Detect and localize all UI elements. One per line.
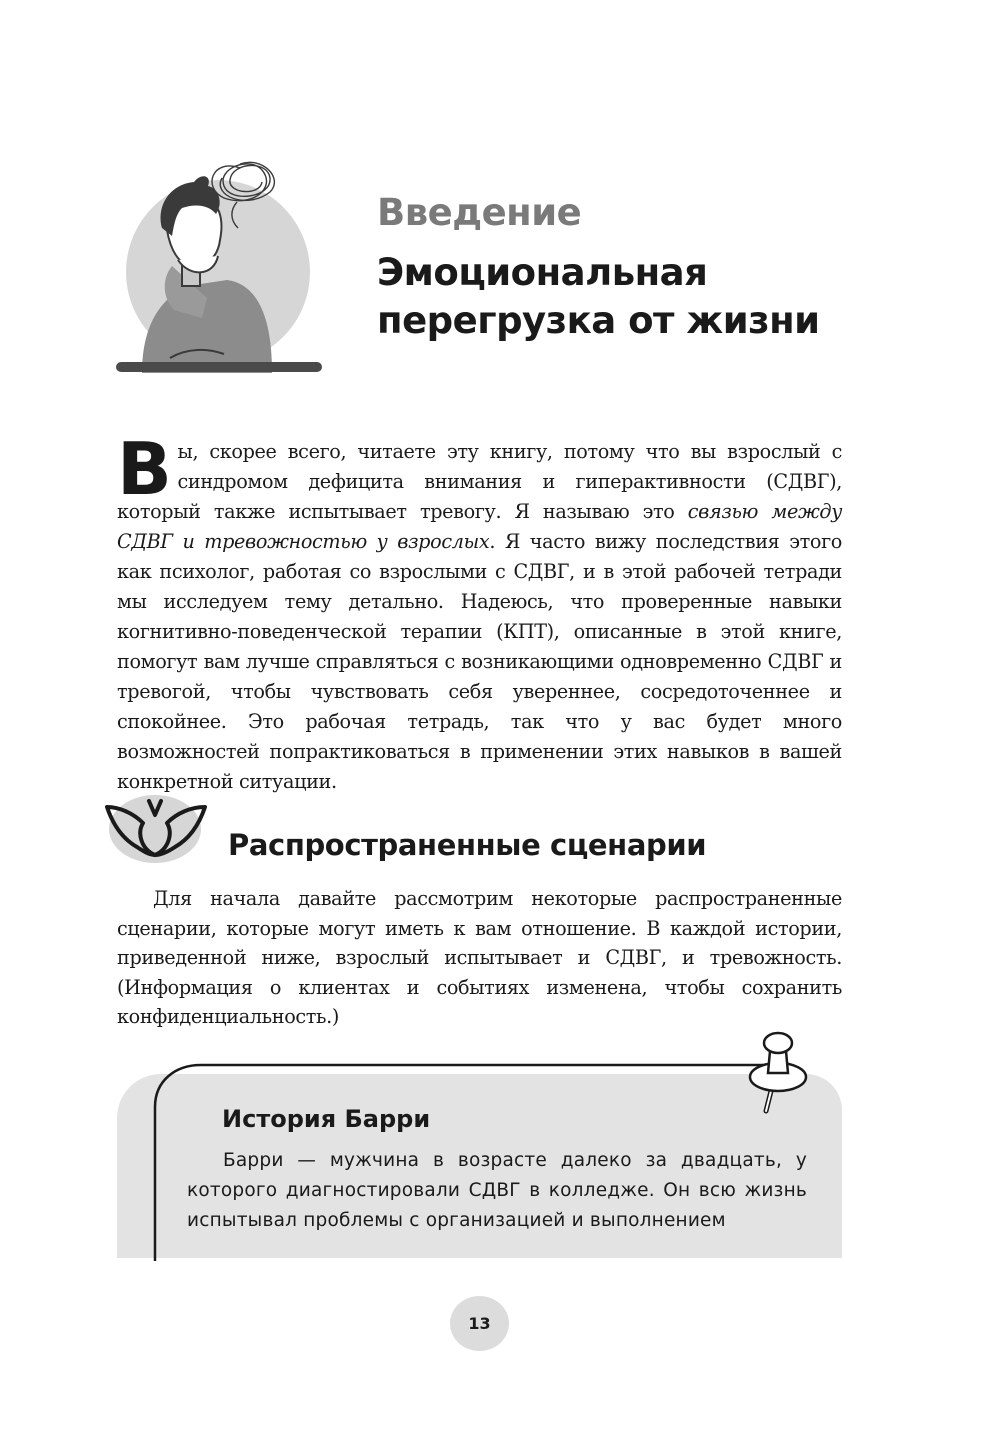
- chapter-title: Эмоциональная перегрузка от жизни: [377, 251, 820, 342]
- confused-man-illustration: [112, 148, 328, 376]
- drop-cap: В: [117, 427, 172, 511]
- intro-text-end: . Я часто вижу последствия этого как психолог, работая со взрослыми с СДВГ, и в этой рабочей тетради мы исследуем тему детально. Надеюсь, что проверенные навыки когнитивно-поведенческой терапии (КПТ), описанные в этой книге, помогут вам лучше справляться с возникающими одновременно СДВГ и тревогой, чтобы чувствовать себя увереннее, сосредоточеннее и спокойнее. Это рабочая тетрадь, так что у вас будет много возможностей попрактиковаться в применении этих навыков в вашей конкретной ситуации.: [117, 530, 842, 793]
- page-number: 13: [468, 1314, 491, 1333]
- pushpin-icon: [748, 1027, 812, 1117]
- butterfly-icon: [103, 793, 209, 865]
- story-title: История Барри: [222, 1105, 431, 1133]
- story-paragraph: Барри — мужчина в возрасте далеко за двадцать, у которого диагностировали СДВГ в колледже. Он всю жизнь испытывал проблемы с организацией и выполнением: [187, 1150, 807, 1231]
- intro-paragraph: [117, 427, 842, 797]
- intro-emphasis: связью между СДВГ и тревожностью у взрослых: [117, 500, 842, 553]
- section-paragraph: Для начала давайте рассмотрим некоторые распространенные сценарии, которые могут иметь к вам отношение. В каждой истории, приведенной ниже, взрослый испытывает и СДВГ, и тревожность. (Информация о клиентах и событиях изменена, чтобы сохранить конфиденциальность.): [117, 887, 842, 1028]
- intro-text-start: ы, скорее всего, читаете эту книгу, потому что вы взрослый с синдромом дефицита внимания и гиперактивности (СДВГ), который также испытывает тревогу. Я называю это: [117, 440, 842, 523]
- chapter-label: Введение: [377, 191, 582, 234]
- section-heading: Распространенные сценарии: [228, 828, 707, 862]
